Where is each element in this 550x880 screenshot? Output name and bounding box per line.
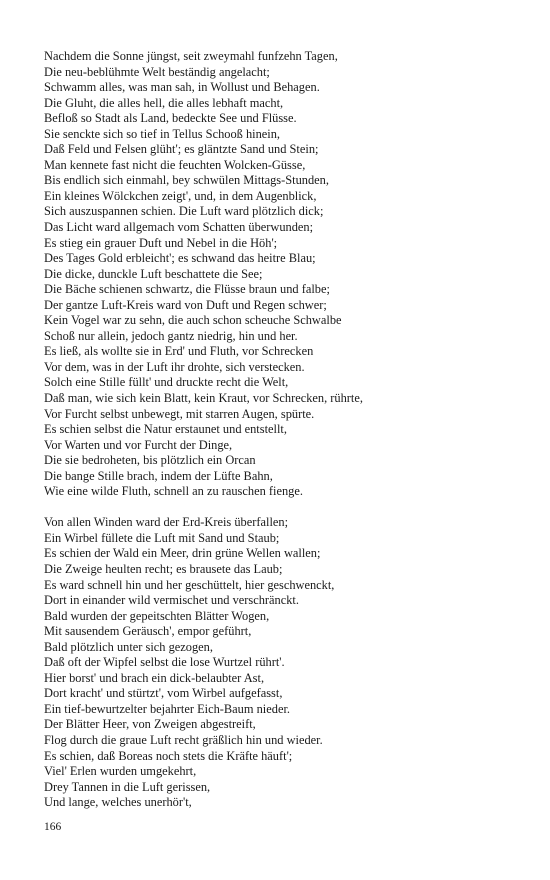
- poem-line: Ein Wirbel füllete die Luft mit Sand und Staub;: [44, 530, 280, 545]
- poem-line: Es ließ, als wollte sie in Erd' und Fluth, vor Schrecken: [44, 344, 314, 359]
- poem-line: Mit sausendem Geräusch', empor geführt,: [44, 624, 252, 639]
- poem-line: Und lange, welches unerhör't,: [44, 795, 192, 810]
- poem-line: Befloß so Stadt als Land, bedeckte See und Flüsse.: [44, 111, 297, 126]
- poem-line: Vor dem, was in der Luft ihr drohte, sich verstecken.: [44, 359, 305, 374]
- poem-line: Von allen Winden ward der Erd-Kreis überfallen;: [44, 515, 289, 530]
- poem-line: Der Blätter Heer, von Zweigen abgestreift,: [44, 717, 256, 732]
- poem-line: Viel' Erlen wurden umgekehrt,: [44, 764, 197, 779]
- poem-line: Hier borst' und brach ein dick-belaubter Ast,: [44, 670, 265, 685]
- poem-line: Die sie bedroheten, bis plötzlich ein Orcan: [44, 453, 256, 468]
- poem-line: Nachdem die Sonne jüngst, seit zweymahl funfzehn Tagen,: [44, 49, 338, 63]
- poem-line: Des Tages Gold erbleicht'; es schwand das heitre Blau;: [44, 251, 316, 266]
- poem-line: Schwamm alles, was man sah, in Wollust und Behagen.: [44, 80, 320, 95]
- poem-line: Der gantze Luft-Kreis ward von Duft und Regen schwer;: [44, 297, 327, 312]
- stanza: [44, 49, 534, 500]
- poem-line: Das Licht ward allgemach vom Schatten überwunden;: [44, 220, 314, 235]
- poem-line: Kein Vogel war zu sehn, die auch schon scheuche Schwalbe: [44, 313, 342, 328]
- poem-line: Daß Feld und Felsen glüht'; es gläntzte Sand und Stein;: [44, 142, 319, 157]
- poem-line: Wie eine wilde Fluth, schnell an zu rauschen fienge.: [44, 484, 303, 499]
- poem-line: Es stieg ein grauer Duft und Nebel in die Höh';: [44, 235, 278, 250]
- poem-line: Bald plötzlich unter sich gezogen,: [44, 639, 213, 654]
- poem-line: Die Gluht, die alles hell, die alles lebhaft macht,: [44, 95, 284, 110]
- page-number: 166: [44, 821, 62, 833]
- poem-line: Die Bäche schienen schwartz, die Flüsse braun und falbe;: [44, 282, 330, 297]
- poem-line: Es schien, daß Boreas noch stets die Kräfte häuft';: [44, 748, 293, 763]
- poem-line: Dort in einander wild vermischet und verschränckt.: [44, 593, 299, 608]
- poem-line: Drey Tannen in die Luft gerissen,: [44, 779, 211, 794]
- poem-line: Sie senckte sich so tief in Tellus Schooß hinein,: [44, 126, 281, 141]
- poem-line: Es schien selbst die Natur erstaunet und entstellt,: [44, 422, 287, 437]
- poem-line: Die bange Stille brach, indem der Lüfte Bahn,: [44, 468, 273, 483]
- poem-line: Solch eine Stille füllt' und druckte recht die Welt,: [44, 375, 289, 390]
- poem-line: Die dicke, dunckle Luft beschattete die See;: [44, 266, 263, 281]
- poem-text: [44, 49, 534, 811]
- poem-line: Bald wurden der gepeitschten Blätter Wogen,: [44, 608, 270, 623]
- poem-line: Sich auszuspannen schien. Die Luft ward plötzlich dick;: [44, 204, 324, 219]
- poem-line: Ein kleines Wölckchen zeigt', und, in dem Augenblick,: [44, 188, 317, 203]
- poem-line: Ein tief-bewurtzelter bejahrter Eich-Baum nieder.: [44, 701, 290, 716]
- poem-line: Flog durch die graue Luft recht gräßlich hin und wieder.: [44, 733, 323, 748]
- poem-line: Die Zweige heulten recht; es brausete das Laub;: [44, 562, 283, 576]
- poem-line: Daß man, wie sich kein Blatt, kein Kraut, vor Schrecken, rührte,: [44, 391, 363, 406]
- poem-line: Vor Warten und vor Furcht der Dinge,: [44, 437, 233, 452]
- poem-line: Schoß nur allein, jedoch gantz niedrig, hin und her.: [44, 328, 298, 343]
- poem-line: Es ward schnell hin und her geschüttelt, hier geschwenckt,: [44, 577, 335, 592]
- poem-line: Dort kracht' und stürtzt', vom Wirbel aufgefasst,: [44, 686, 283, 701]
- poem-line: Vor Furcht selbst unbewegt, mit starren Augen, spürte.: [44, 406, 315, 421]
- poem-line: Die neu-beblühmte Welt beständig angelacht;: [44, 64, 270, 79]
- poem-line: Man kennete fast nicht die feuchten Wolcken-Güsse,: [44, 157, 306, 172]
- poem-line: Es schien der Wald ein Meer, drin grüne Wellen wallen;: [44, 546, 321, 561]
- poem-line: Bis endlich sich einmahl, bey schwülen Mittags-Stunden,: [44, 173, 329, 188]
- poem-line: Daß oft der Wipfel selbst die lose Wurtzel rührt'.: [44, 655, 285, 670]
- stanza: [44, 515, 534, 810]
